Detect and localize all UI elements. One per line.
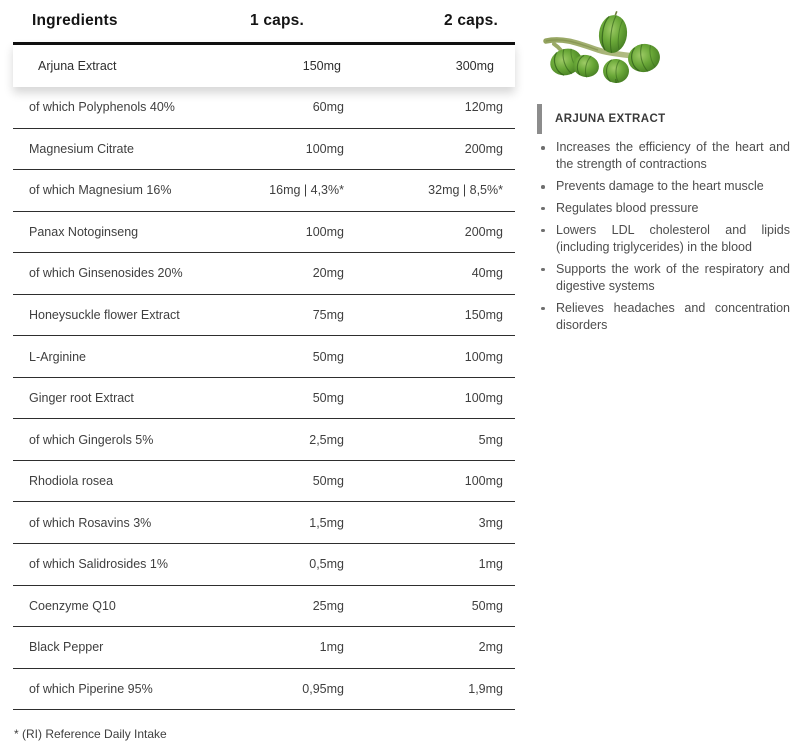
- ingredient-name: Panax Notoginseng: [29, 224, 139, 239]
- ingredient-name: of which Gingerols 5%: [29, 432, 154, 447]
- caps2-value: 120mg: [464, 100, 503, 115]
- caps2-value: 32mg | 8,5%*: [428, 183, 503, 198]
- caps2-value: 40mg: [471, 266, 503, 281]
- caps2-value: 100mg: [464, 349, 503, 364]
- table-row: [13, 87, 515, 129]
- ingredient-name: Ginger root Extract: [29, 391, 134, 406]
- ingredient-name: Honeysuckle flower Extract: [29, 308, 180, 322]
- caps1-value: 100mg: [305, 224, 344, 239]
- caps1-value: 0,95mg: [302, 681, 344, 696]
- caps1-value: 25mg: [312, 598, 344, 613]
- benefit-list-item: Increases the efficiency of the heart and the strength of contractions: [538, 139, 790, 174]
- caps2-value: 200mg: [464, 224, 503, 239]
- table-row: [13, 170, 515, 212]
- table-row: [13, 627, 515, 669]
- ingredient-name: of which Polyphenols 40%: [29, 100, 175, 115]
- caps2-value: 100mg: [464, 391, 503, 406]
- ingredient-name: of which Ginsenosides 20%: [29, 266, 183, 281]
- table-row: [13, 378, 515, 420]
- ingredient-name: Black Pepper: [29, 640, 104, 655]
- caps2-value: 150mg: [464, 308, 503, 322]
- caps1-value: 150mg: [302, 59, 341, 73]
- reference-intake-footnote: * (RI) Reference Daily Intake: [14, 727, 167, 741]
- table-header-row: [13, 0, 515, 42]
- ingredient-name: Rhodiola rosea: [29, 474, 114, 489]
- ingredient-name: Arjuna Extract: [38, 59, 117, 73]
- caps2-value: 1mg: [478, 557, 503, 572]
- sidebar-heading: [537, 104, 666, 134]
- ingredient-name: L-Arginine: [29, 349, 86, 364]
- caps2-value: 200mg: [464, 141, 503, 156]
- table-row: [13, 586, 515, 628]
- table-row: [13, 295, 515, 337]
- sidebar-heading-title: ARJUNA EXTRACT: [555, 113, 666, 125]
- caps1-value: 0,5mg: [309, 557, 344, 572]
- table-row: [13, 544, 515, 586]
- caps2-value: 5mg: [478, 432, 503, 447]
- caps1-value: 16mg | 4,3%*: [269, 183, 344, 198]
- highlighted-row-arjuna-extract: [13, 42, 515, 87]
- benefit-list-item: Regulates blood pressure: [538, 200, 790, 217]
- caps1-value: 20mg: [312, 266, 344, 281]
- caps1-value: 100mg: [305, 141, 344, 156]
- caps1-value: 1mg: [319, 640, 344, 655]
- ingredient-name: of which Piperine 95%: [29, 681, 153, 696]
- benefits-list: [538, 139, 790, 339]
- column-header-1caps: 1 caps.: [250, 12, 304, 29]
- column-header-2caps: 2 caps.: [444, 12, 498, 29]
- arjuna-fruits-image: [540, 4, 670, 94]
- benefit-list-item: Lowers LDL cholesterol and lipids (including triglycerides) in the blood: [538, 222, 790, 257]
- caps1-value: 60mg: [312, 100, 344, 115]
- caps1-value: 50mg: [312, 391, 344, 406]
- table-row: [13, 669, 515, 711]
- table-row: [13, 502, 515, 544]
- ingredient-name: Coenzyme Q10: [29, 598, 116, 613]
- table-row: [13, 419, 515, 461]
- heading-accent-bar: [537, 104, 542, 134]
- caps1-value: 50mg: [312, 474, 344, 489]
- caps1-value: 1,5mg: [309, 515, 344, 530]
- table-row: [13, 336, 515, 378]
- benefit-list-item: Supports the work of the respiratory and digestive systems: [538, 261, 790, 296]
- benefit-list-item: Prevents damage to the heart muscle: [538, 178, 790, 195]
- ingredients-table: [13, 0, 515, 741]
- ingredient-name: of which Magnesium 16%: [29, 183, 172, 198]
- caps2-value: 300mg: [455, 59, 494, 73]
- table-row: [13, 212, 515, 254]
- caps1-value: 2,5mg: [309, 432, 344, 447]
- caps1-value: 75mg: [312, 308, 344, 322]
- column-header-ingredients: Ingredients: [32, 12, 118, 29]
- ingredient-name: of which Salidrosides 1%: [29, 557, 168, 572]
- caps2-value: 1,9mg: [468, 681, 503, 696]
- benefit-list-item: Relieves headaches and concentration disorders: [538, 300, 790, 335]
- table-row: [13, 129, 515, 171]
- caps2-value: 2mg: [478, 640, 503, 655]
- ingredient-name: Magnesium Citrate: [29, 141, 134, 156]
- table-row: [13, 253, 515, 295]
- caps2-value: 100mg: [464, 474, 503, 489]
- caps1-value: 50mg: [312, 349, 344, 364]
- caps2-value: 50mg: [471, 598, 503, 613]
- table-rows: [13, 87, 515, 710]
- table-row: [13, 461, 515, 503]
- caps2-value: 3mg: [478, 515, 503, 530]
- ingredient-name: of which Rosavins 3%: [29, 515, 152, 530]
